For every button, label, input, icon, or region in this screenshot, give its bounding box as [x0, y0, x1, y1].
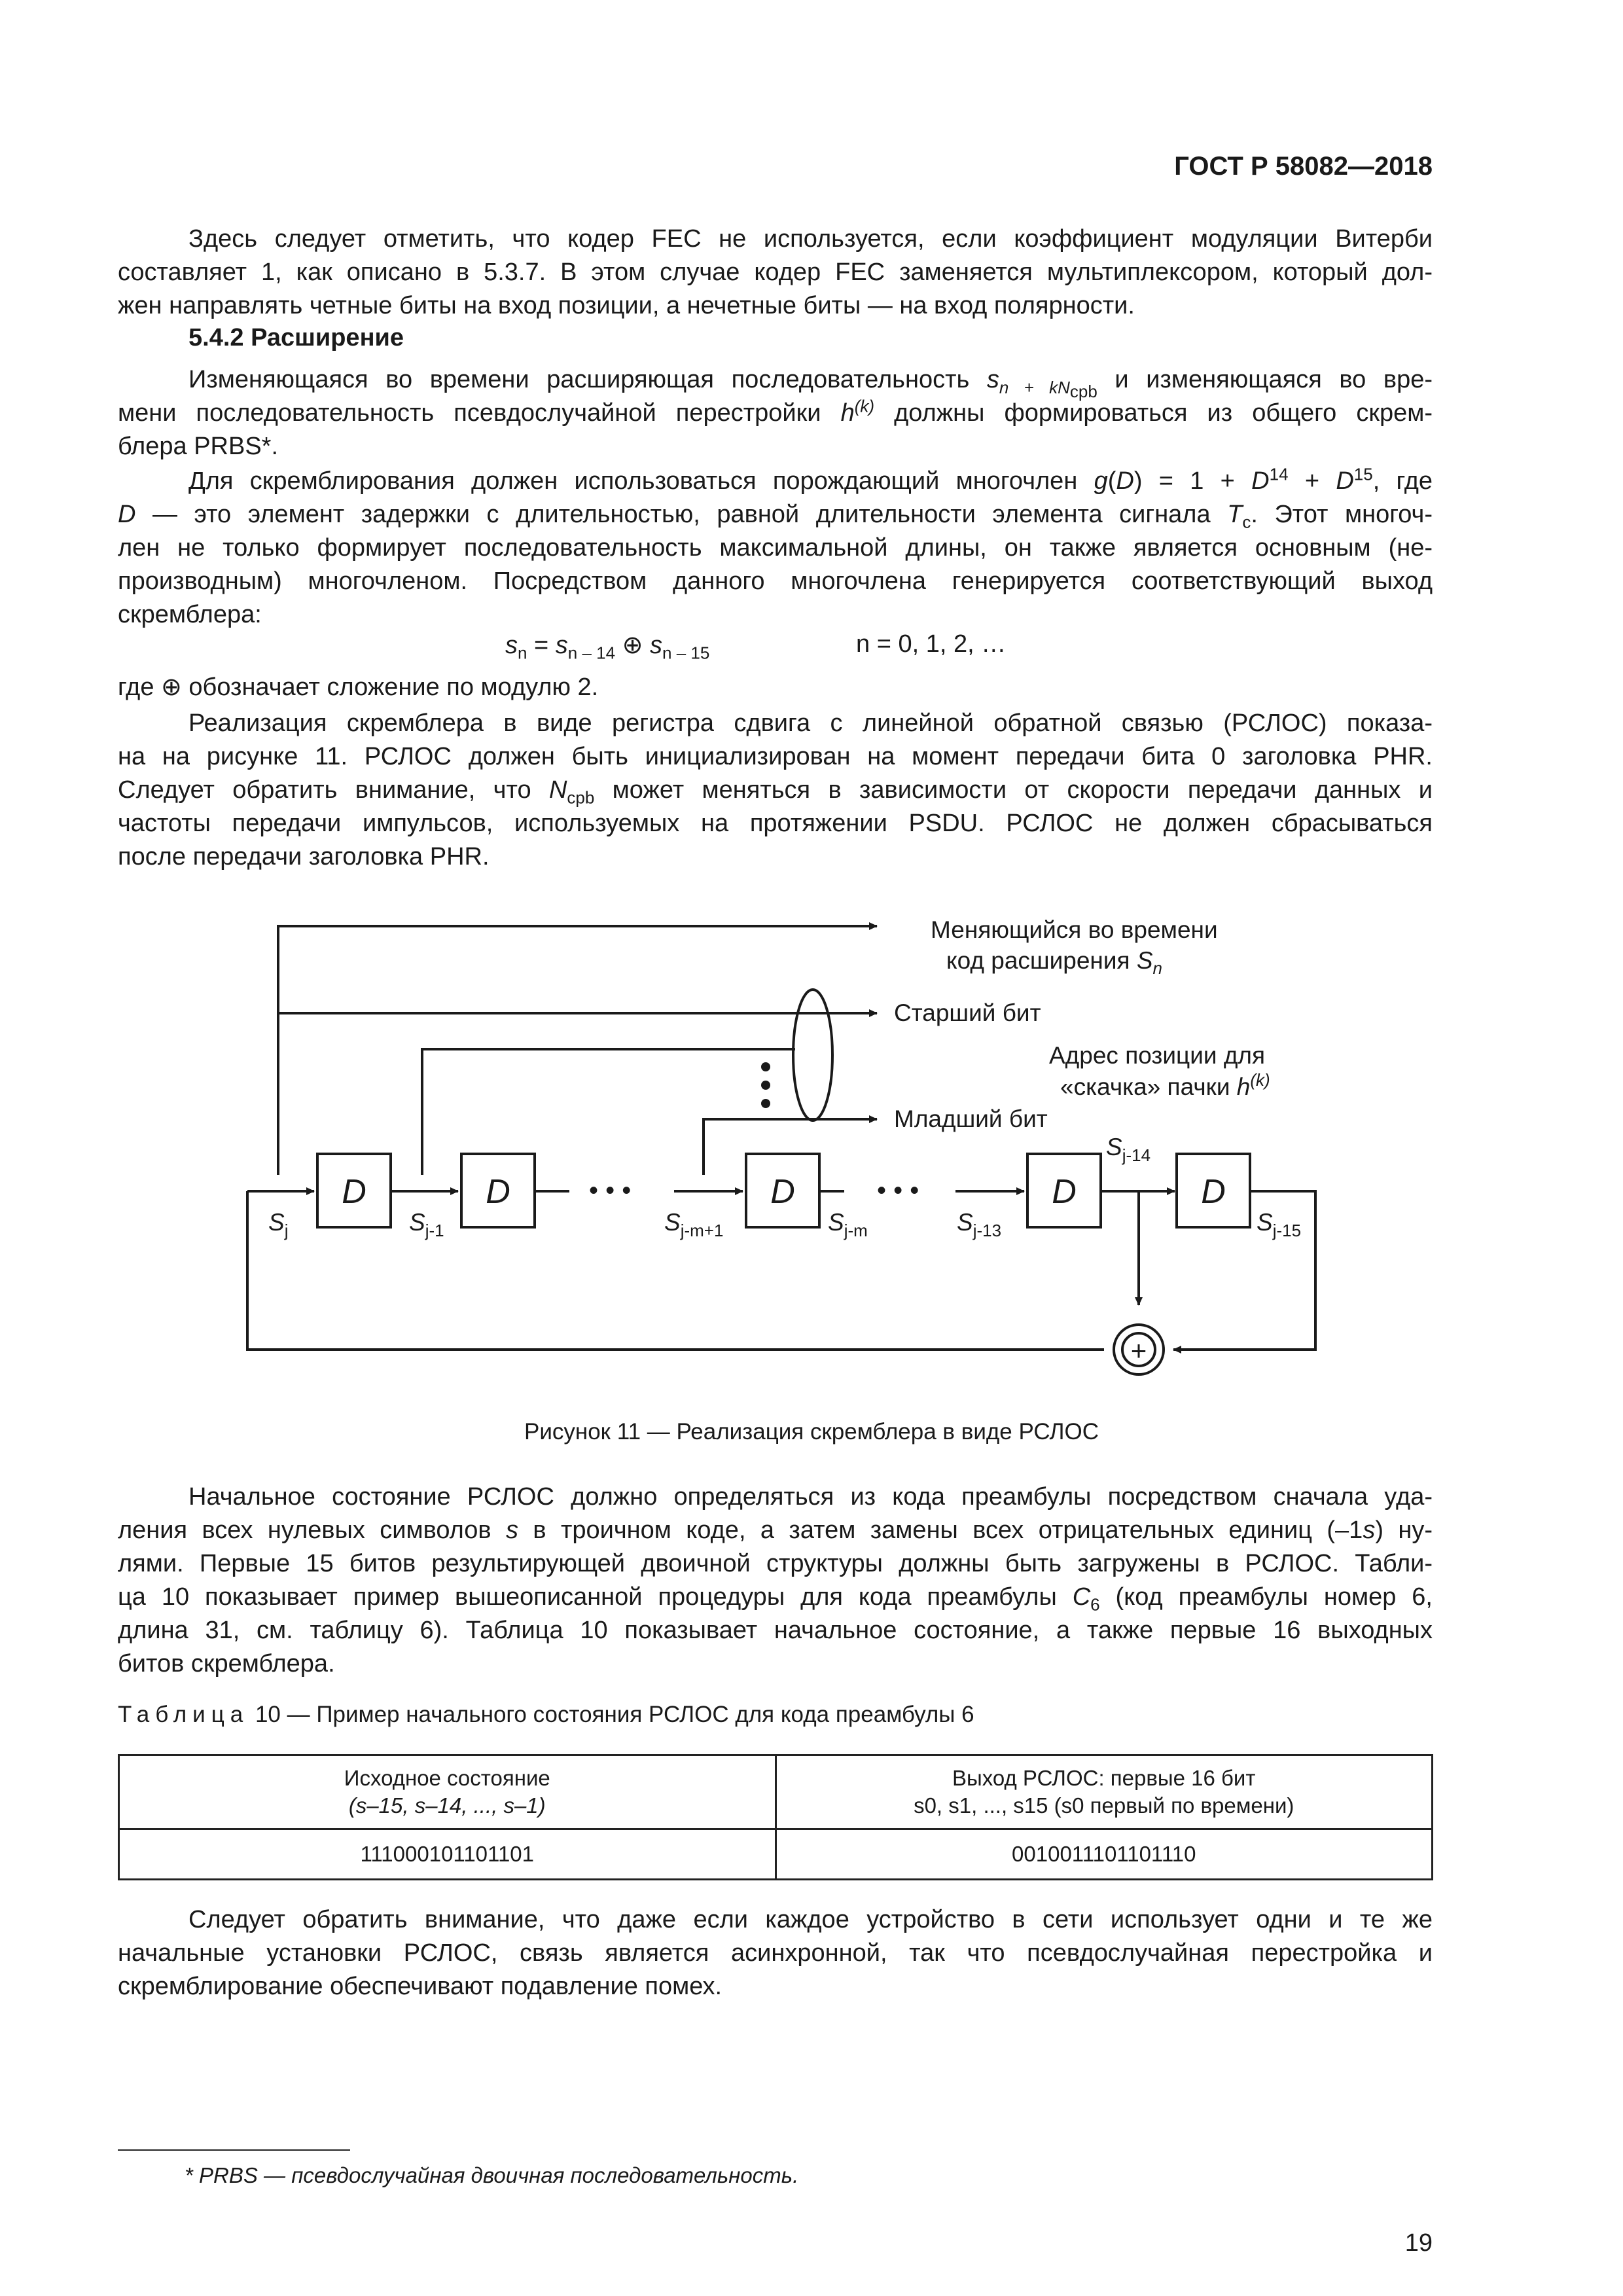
delay-label: D: [1052, 1173, 1077, 1211]
text-line: битов скремблера.: [118, 1650, 335, 1677]
text-line: Для скремблирования должен использоваться порождающий многочлен $g(D) = 1 + D^{14} + D^{15}$, где: [188, 464, 1433, 495]
text-line: скремблера:: [118, 601, 262, 628]
label-sj-13: $S_{j-13}$: [957, 1209, 1002, 1240]
text-line: лен не только формирует последовательность максимальной длины, он также является основным (не-: [118, 534, 1433, 562]
document-header: ГОСТ Р 58082—2018: [1174, 152, 1433, 181]
text-line: Следует обратить внимание, что даже если каждое устройство в сети использует одни и те же: [188, 1906, 1433, 1933]
table-caption: Таблица 10 — Пример начального состояния РСЛОС для кода преамбулы 6: [118, 1702, 974, 1727]
text-line: блера PRBS*.: [118, 433, 279, 460]
bit-line-2: [422, 1049, 795, 1175]
text-line: Реализация скремблера в виде регистра сдвига с линейной обратной связью (РСЛОС) показа-: [188, 709, 1433, 737]
label-sj: $S_j$: [268, 1209, 289, 1240]
table-cell: 0010011101101110: [776, 1829, 1433, 1880]
figure-caption: Рисунок 11 — Реализация скремблера в виде РСЛОС: [524, 1419, 1099, 1444]
text-line: ца 10 показывает пример вышеописанной процедуры для кода преамбулы $C_6$ (код преамбулы номер 6,: [118, 1583, 1433, 1615]
delay-label: D: [342, 1173, 366, 1211]
chain-dots: • • •: [877, 1176, 919, 1205]
chain-dots: • • •: [589, 1176, 632, 1205]
text-line: ления всех нулевых символов s в троичном коде, а затем замены всех отрицательных единиц (–1s) ну-: [118, 1516, 1433, 1544]
label-spreading-code: код расширения $S_n$: [946, 947, 1162, 978]
text-line: производным) многочленом. Посредством данного многочлена генерируется соответствующий выход: [118, 567, 1433, 595]
text-line: Изменяющаяся во времени расширяющая последовательность $s_{n + kN_{cpb}}$ и изменяющаяся во вре-: [188, 366, 1433, 401]
text-line: начальные установки РСЛОС, связь является асинхронной, так что псевдослучайная перестройка и: [118, 1939, 1433, 1967]
table-header-cell: Выход РСЛОС: первые 16 бит s0, s1, ..., s15 (s0 первый по времени): [776, 1755, 1433, 1829]
lsb-line: [704, 1119, 877, 1175]
bit-group-ellipse: [793, 990, 832, 1121]
table-cell: 111000101101101: [119, 1829, 776, 1880]
text-line: Следует обратить внимание, что $N_{cpb}$ может меняться в зависимости от скорости передачи данных и: [118, 776, 1433, 808]
page-number: 19: [1404, 2229, 1433, 2257]
label-sj-14: $S_{j-14}$: [1106, 1134, 1151, 1165]
label-address: Адрес позиции для: [1049, 1042, 1266, 1069]
label-sj-15: $S_{j-15}$: [1257, 1209, 1302, 1240]
vertical-dot: [761, 1062, 770, 1071]
footnote: * PRBS — псевдослучайная двоичная последовательность.: [185, 2163, 799, 2187]
recurrence-formula: $s_n = s_{n - 14}$ ⊕ $s_{n - 15}$: [505, 632, 710, 663]
label-sj-m: $S_{j-m}$: [828, 1209, 868, 1240]
delay-label: D: [486, 1173, 510, 1211]
text-line: на на рисунке 11. РСЛОС должен быть инициализирован на момент передачи бита 0 заголовка PHR.: [118, 743, 1433, 770]
text-line: лями. Первые 15 битов результирующей двоичной структуры должны быть загружены в РСЛОС. Табли-: [118, 1550, 1433, 1577]
text-line: Здесь следует отметить, что кодер FEC не используется, если коэффициент модуляции Витерби: [188, 225, 1433, 253]
text-line: скремблирование обеспечивают подавление помех.: [118, 1973, 722, 2000]
lfsr-table: [118, 1754, 1433, 1880]
label-sj-1: $S_{j-1}$: [409, 1209, 444, 1240]
delay-label: D: [1201, 1173, 1226, 1211]
table-header-cell: Исходное состояние (s–15, s–14, ..., s–1): [119, 1755, 776, 1829]
label-sj-m1: $S_{j-m+1}$: [664, 1209, 724, 1240]
label-msb: Старший бит: [894, 999, 1041, 1026]
text-line: D — это элемент задержки с длительностью, равной длительности элемента сигнала $T_c$. Этот многоч-: [118, 501, 1433, 532]
text-line: длина 31, см. таблицу 6). Таблица 10 показывает начальное состояние, а также первые 16 выходных: [118, 1617, 1433, 1644]
table-row: [119, 1829, 1433, 1880]
xor-plus: +: [1130, 1335, 1147, 1366]
label-time-varying: Меняющийся во времени: [931, 916, 1218, 943]
text-line: жен направлять четные биты на вход позиции, а нечетные биты — на вход полярности.: [118, 292, 1135, 319]
text-line: где ⊕ обозначает сложение по модулю 2.: [118, 673, 599, 701]
vertical-dot: [761, 1099, 770, 1108]
text-line: составляет 1, как описано в 5.3.7. В этом случае кодер FEC заменяется мультиплексором, который дол-: [118, 259, 1433, 286]
delay-label: D: [770, 1173, 795, 1211]
text-line: частоты передачи импульсов, используемых на протяжении PSDU. РСЛОС не должен сбрасываться: [118, 810, 1433, 837]
paragraph-async: [118, 1903, 1433, 2003]
paragraph-initial-state: [118, 1480, 1433, 1681]
vertical-dot: [761, 1081, 770, 1090]
label-lsb: Младший бит: [894, 1105, 1048, 1132]
text-line: Начальное состояние РСЛОС должно определяться из кода преамбулы посредством сначала уда-: [188, 1483, 1433, 1511]
footnote-rule: [118, 2149, 350, 2151]
formula-range: n = 0, 1, 2, …: [856, 630, 1007, 658]
text-line: мени последовательность псевдослучайной перестройки $h^{(k)}$ должны формироваться из общего скрем-: [118, 396, 1433, 427]
section-heading: 5.4.2 Расширение: [188, 324, 404, 351]
text-line: после передачи заголовка PHR.: [118, 843, 490, 870]
label-hop-burst: «скачка» пачки $h^{(k)}$: [1060, 1070, 1270, 1100]
